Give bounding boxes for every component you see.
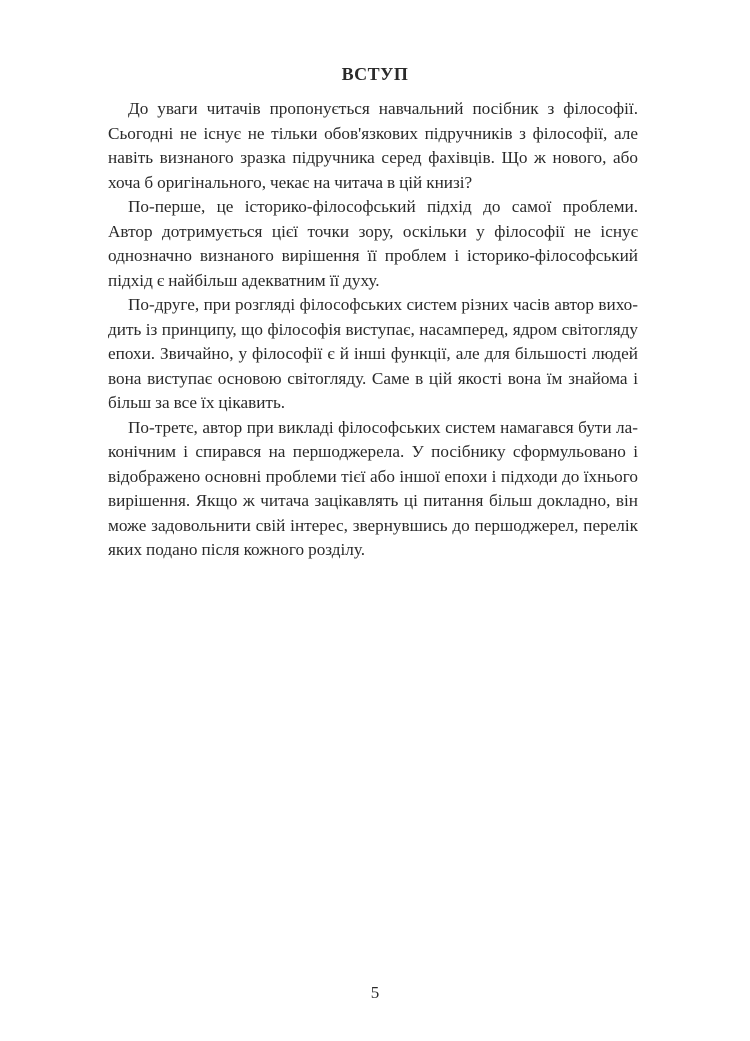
page-number: 5 xyxy=(370,983,380,1002)
body-text xyxy=(108,97,638,563)
paragraph-4: По-третє, автор при викладі філософських систем намагався бути лаконічним і спирався на першоджерела. У посібнику сформульовано і відображено основні проблеми тієї або іншої епохи і підходи до їхнього вирішення. Якщо ж читача зацікавлять ці питання більш докладно, він може задовольнити свій інтерес, звернувшись до першоджерел, перелік яких подано після кожного розділу. xyxy=(108,417,638,559)
paragraph-1: До уваги читачів пропонується навчальний посібник з філософії. Сьогодні не існує не тільки обов'язкових підручників з філософії, але навіть визнаного зразка підручника серед фахівців. Що ж нового, або хоча б оригінального, чекає на читача в цій книзі? xyxy=(108,99,638,192)
page-title: ВСТУП xyxy=(341,64,409,84)
paragraph-3: По-друге, при розгляді філософських систем різних часів автор виходить із принципу, що філософія виступає, насамперед, ядром світогляду епохи. Звичайно, у філософії є й інші функції, але для більшості людей вона виступає основою світогляду. Саме в цій якості вона їм знайома і більш за все їх цікавить. xyxy=(108,295,638,412)
paragraph-2: По-перше, це історико-філософський підхід до самої проблеми. Автор дотримується цієї точки зору, оскільки у філософії не існує однозначно визнаного вирішення її проблем і історико-філософський підхід є найбільш адекватним її духу. xyxy=(108,197,638,290)
